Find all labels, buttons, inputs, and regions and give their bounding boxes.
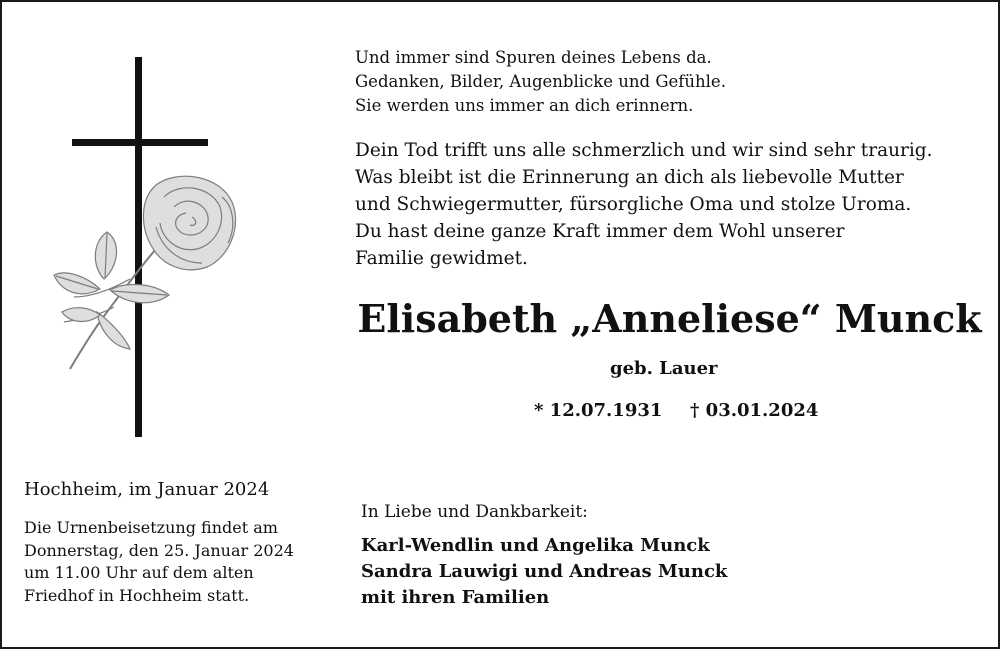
birth-date: * 12.07.1931: [534, 400, 663, 421]
funeral-info: [24, 517, 294, 607]
tribute-text: [355, 137, 955, 272]
mourner-line: Karl-Wendlin und Angelika Munck: [361, 535, 710, 556]
tribute-line: Familie gewidmet.: [355, 248, 528, 269]
rose-icon: [54, 176, 236, 369]
funeral-line: Friedhof in Hochheim statt.: [24, 585, 250, 605]
poem-line: Gedanken, Bilder, Augenblicke und Gefühle.: [355, 72, 726, 91]
tribute-line: Was bleibt ist die Erinnerung an dich als liebevolle Mutter: [355, 167, 904, 188]
memorial-poem: [355, 46, 955, 118]
cross-with-rose: [52, 57, 242, 442]
deceased-name: Elisabeth „Anneliese“ Munck: [357, 296, 982, 341]
tribute-line: Dein Tod trifft uns alle schmerzlich und wir sind sehr traurig.: [355, 140, 933, 161]
place-and-date: Hochheim, im Januar 2024: [24, 479, 270, 500]
birth-name: geb. Lauer: [610, 358, 718, 379]
poem-line: Sie werden uns immer an dich erinnern.: [355, 96, 694, 115]
mourner-line: Sandra Lauwigi und Andreas Munck: [361, 561, 728, 582]
mourners-intro: In Liebe und Dankbarkeit:: [361, 502, 588, 522]
funeral-line: um 11.00 Uhr auf dem alten: [24, 563, 254, 582]
funeral-line: Donnerstag, den 25. Januar 2024: [24, 540, 294, 560]
tribute-line: und Schwiegermutter, fürsorgliche Oma und stolze Uroma.: [355, 194, 912, 215]
mourner-line: mit ihren Familien: [361, 587, 550, 608]
mourners-list: [361, 533, 727, 611]
tribute-line: Du hast deine ganze Kraft immer dem Wohl unserer: [355, 221, 845, 242]
funeral-line: Die Urnenbeisetzung findet am: [24, 518, 278, 537]
death-date: † 03.01.2024: [690, 400, 819, 421]
poem-line: Und immer sind Spuren deines Lebens da.: [355, 48, 712, 67]
